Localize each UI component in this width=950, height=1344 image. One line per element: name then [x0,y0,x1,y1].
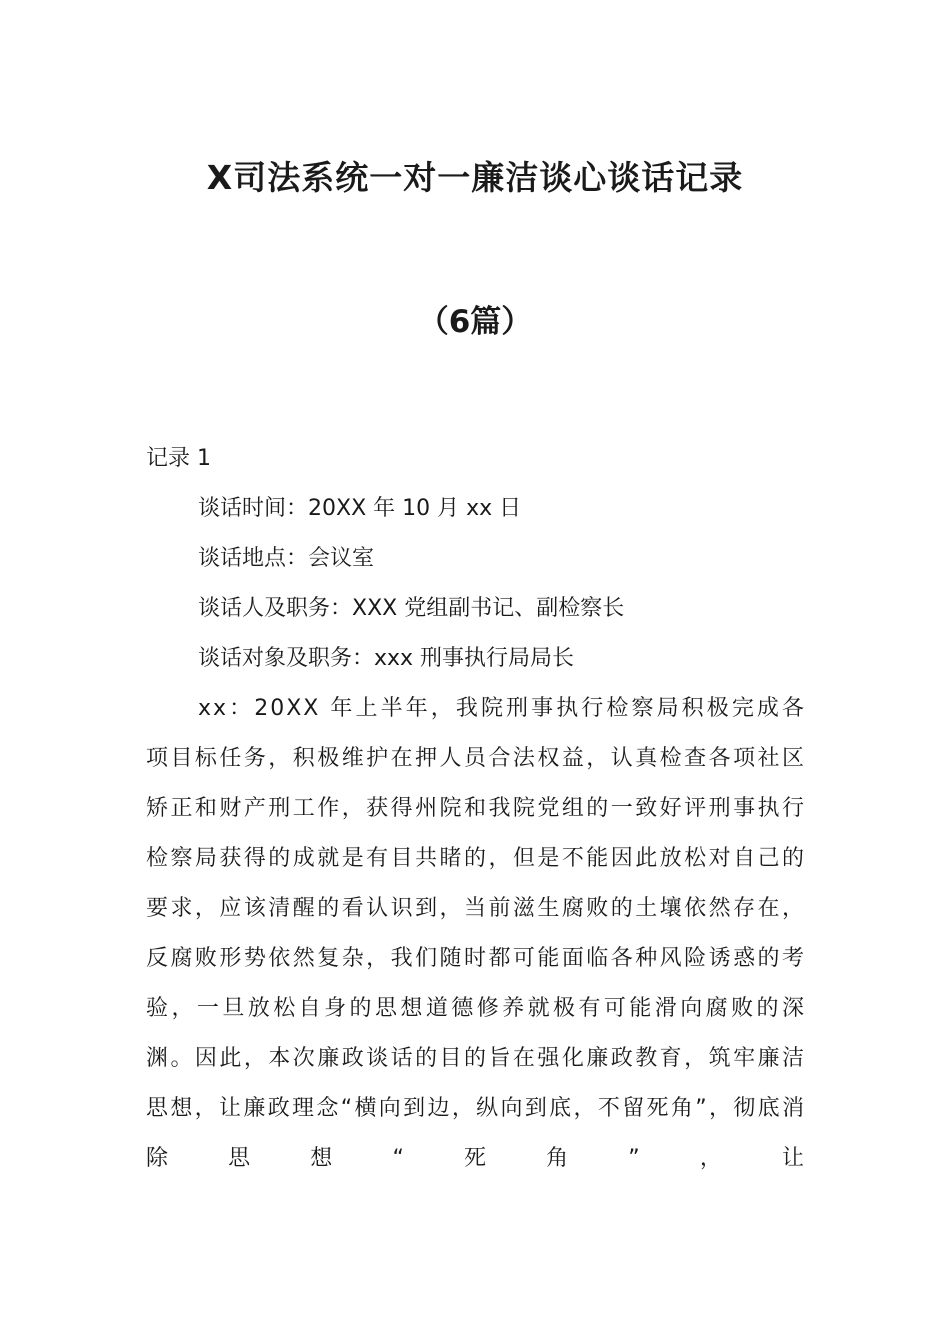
section-label: 记录 1 [146,446,211,471]
document-title: X司法系统一对一廉洁谈心谈话记录 [206,158,744,197]
meta-place: 谈话地点：会议室 [198,546,375,571]
meta-time: 谈话时间：20XX 年 10 月 xx 日 [198,496,522,521]
document-subtitle: （6篇） [417,304,533,340]
meta-target: 谈话对象及职务：xxx 刑事执行局局长 [198,646,575,671]
document-body [146,434,806,1184]
body-paragraph: xx：20XX 年上半年，我院刑事执行检察局积极完成各项目标任务，积极维护在押人员合法权益，认真检查各项社区矫正和财产刑工作，获得州院和我院党组的一致好评刑事执行检察局获得的成就是有目共睹的，但是不能因此放松对自己的要求，应该清醒的看认识到，当前滋生腐败的土壤依然存在，反腐败形势依然复杂，我们随时都可能面临各种风险诱惑的考验，一旦放松自身的思想道德修养就极有可能滑向腐败的深渊。因此，本次廉政谈话的目的旨在强化廉政教育，筑牢廉洁思想，让廉政理念“横向到边，纵向到底，不留死角”，彻底消除思想“死角”，让 [146,696,806,1171]
meta-speaker: 谈话人及职务：XXX 党组副书记、副检察长 [198,596,625,621]
